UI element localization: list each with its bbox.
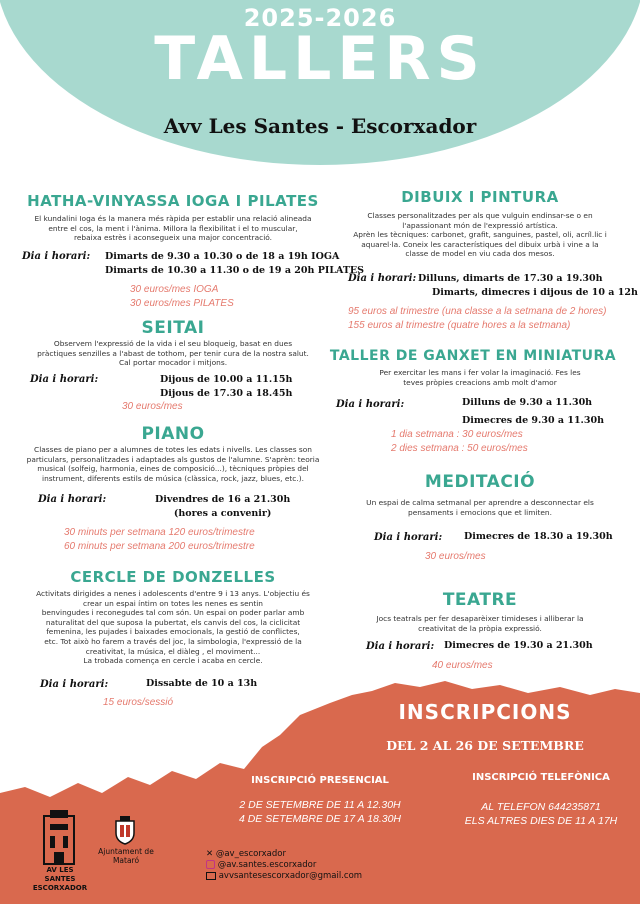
hatha-prices: 30 euros/mes IOGA 30 euros/mes PILATES	[130, 284, 234, 309]
piano-prices: 30 minuts per setmana 120 euros/trimestre 60 minuts per setmana 200 euros/trimestre	[64, 527, 255, 552]
meditacio-title: MEDITACIÓ	[424, 472, 536, 492]
x-icon: ✕	[206, 849, 214, 859]
telefonica-info: AL TELEFON 644235871 ELS ALTRES DIES DE 11 A 17H	[464, 801, 618, 827]
seitai-schedule: Dijous de 10.00 a 11.15h Dijous de 17.30 a 18.45h	[160, 374, 293, 399]
ganxet-desc: Per exercitar les mans i fer volar la imaginació. Fes les teves pròpies creacions amb molt d'amor	[379, 368, 581, 387]
piano-title: PIANO	[141, 424, 205, 444]
teatre-title: TEATRE	[442, 590, 518, 610]
cercle-title: CERCLE DE DONZELLES	[70, 568, 276, 586]
instagram-handle[interactable]: @av.santes.escorxador	[206, 860, 316, 870]
registration-title: INSCRIPCIONS	[398, 700, 572, 724]
dibuix-prices: 95 euros al trimestre (una classe a la setmana de 2 hores) 155 euros al trimestre (quatre hores a la setmana)	[348, 306, 607, 331]
ganxet-label: Dia i horari:	[336, 399, 405, 410]
dibuix-label: Dia i horari:	[348, 273, 417, 284]
meditacio-label: Dia i horari:	[374, 532, 443, 543]
dibuix-title: DIBUIX I PINTURA	[401, 188, 559, 206]
teatre-label: Dia i horari:	[366, 641, 435, 652]
cercle-desc: Activitats dirigides a nenes i adolescents d'entre 9 i 13 anys. L'objectiu és crear un espai íntim on totes les nenes es sentin benvingudes i reconegudes tal com són. Un espai on poder parlar amb naturalitat del que suposa la pubertat, els canvis del cos, la ciclicitat femenina, les pujades i baixades emocionals, la gestió de conflictes, etc. Tot això ho farem a través del joc, la simbologia, l'expressió de la creativitat, la música, el diàleg , el moviment... La trobada comença en cercle i acaba en cercle.	[36, 589, 310, 666]
teatre-desc: Jocs teatrals per fer desaparèixer timideses i alliberar la creativitat de la pròpia expressió.	[376, 614, 584, 633]
meditacio-price: 30 euros/mes	[425, 551, 486, 562]
x-handle[interactable]: ✕ @av_escorxador	[206, 849, 286, 859]
seitai-price: 30 euros/mes	[122, 401, 183, 412]
piano-desc: Classes de piano per a alumnes de totes les edats i nivells. Les classes son particulars, personalitzades i adaptades als gustos de l'alumne. S'aprèn: teoria musical (solfeig, harmonia, eines de composició...), tècniques pròpies del instrument, diferents estils de música (clàssica, rock, jazz, blues, etc.).	[26, 445, 320, 483]
hatha-title: HATHA-VINYASSA IOGA I PILATES	[27, 192, 319, 210]
ganxet-prices: 1 dia setmana : 30 euros/mes 2 dies setmana : 50 euros/mes	[391, 429, 528, 454]
association-logo-text: AV LES SANTES ESCORXADOR	[32, 866, 88, 892]
piano-schedule: Divendres de 16 a 21.30h (hores a convenir)	[155, 494, 291, 519]
page-title: TALLERS	[154, 24, 486, 94]
association-logo	[34, 808, 84, 868]
meditacio-desc: Un espai de calma setmanal per aprendre a desconnectar els pensaments i emocions que et limiten.	[366, 498, 594, 517]
cercle-price: 15 euros/sessió	[103, 697, 174, 708]
registration-dates: DEL 2 AL 26 DE SETEMBRE	[386, 738, 584, 753]
dibuix-desc: Classes personalitzades per als que vulguin endinsar-se o en l'apassionant món de l'expressió artística. Aprèn les tècniques: carbonet, grafit, sanguines, pastel, oli, acríl.lic i aquarel·la. Coneix les característiques del dibuix urbà i vine a la classe de model en viu cada dos mesos.	[353, 211, 607, 259]
years: 2025-2026	[243, 4, 397, 32]
email-icon	[206, 872, 216, 880]
seitai-desc: Observem l'expressió de la vida i el seu bloqueig, basat en dues pràctiques senzilles a l'abast de tothom, per tenir cura de la nostra salut. Cal portar mocador i mitjons.	[37, 339, 309, 368]
instagram-icon	[206, 860, 215, 869]
dibuix-schedule: Dilluns, dimarts de 17.30 a 19.30h Dimarts, dimecres i dijous de 10 a 12h	[418, 273, 638, 298]
presencial-times: 2 DE SETEMBRE DE 11 A 12.30H 4 DE SETEMBRE DE 17 A 18.30H	[238, 799, 402, 825]
hatha-schedule: Dimarts de 9.30 a 10.30 o de 18 a 19h IOGA Dimarts de 10.30 a 11.30 o de 19 a 20h PILATES	[105, 251, 365, 276]
piano-label: Dia i horari:	[38, 494, 107, 505]
teatre-price: 40 euros/mes	[432, 660, 493, 671]
presencial-title: INSCRIPCIÓ PRESENCIAL	[251, 775, 389, 786]
cercle-schedule: Dissabte de 10 a 13h	[146, 678, 258, 689]
seitai-title: SEITAI	[141, 318, 205, 338]
meditacio-schedule: Dimecres de 18.30 a 19.30h	[464, 531, 613, 542]
seitai-label: Dia i horari:	[30, 374, 99, 385]
ganxet-schedule: Dilluns de 9.30 a 11.30h Dimecres de 9.30 a 11.30h	[462, 397, 604, 426]
hatha-desc: El kundalini Ioga és la manera més ràpida per establir una relació alineada entre el cos, la ment i l'ànima. Millora la flexibilitat i el to muscular, rebaixa estrès i aconsegueix una major concentració.	[34, 214, 312, 243]
email-link[interactable]: avvsantesescorxador@gmail.com	[206, 871, 362, 881]
ajuntament-shield-icon	[112, 815, 138, 845]
hatha-label: Dia i horari:	[22, 251, 91, 262]
teatre-schedule: Dimecres de 19.30 a 21.30h	[444, 640, 593, 651]
ganxet-title: TALLER DE GANXET EN MINIATURA	[329, 348, 617, 364]
telefonica-title: INSCRIPCIÓ TELEFÒNICA	[472, 772, 610, 783]
ajuntament-name: Ajuntament de Mataró	[98, 847, 154, 865]
association-name: Avv Les Santes - Escorxador	[163, 114, 477, 138]
cercle-label: Dia i horari:	[40, 679, 109, 690]
